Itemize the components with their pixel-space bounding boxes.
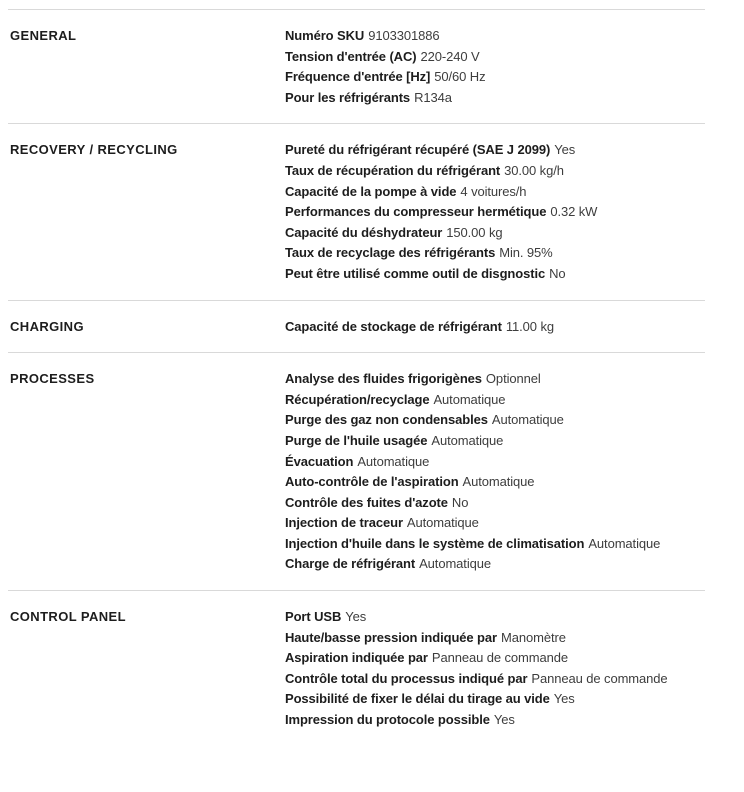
spec-label: Pureté du réfrigérant récupéré (SAE J 2099) [285, 142, 551, 158]
section-rows [285, 26, 705, 108]
spec-row [285, 88, 705, 109]
spec-value: Yes [554, 142, 576, 158]
spec-value: Panneau de commande [431, 650, 569, 666]
spec-row [285, 628, 705, 649]
spec-label: Port USB [285, 609, 342, 625]
section-rows [285, 317, 705, 338]
spec-label: Haute/basse pression indiquée par [285, 629, 497, 645]
spec-value: Yes [345, 609, 367, 625]
spec-value: Automatique [431, 432, 504, 448]
spec-row [285, 493, 705, 514]
section-title: CHARGING [10, 318, 84, 334]
spec-row [285, 607, 705, 628]
spec-value: Automatique [433, 391, 506, 407]
section-title: CONTROL PANEL [10, 609, 126, 625]
spec-row [285, 369, 705, 390]
spec-value: Optionnel [485, 371, 541, 387]
spec-label: Auto-contrôle de l'aspiration [285, 474, 459, 490]
spec-value: Panneau de commande [531, 670, 668, 686]
spec-label: Possibilité de fixer le délai du tirage au vide [285, 691, 550, 707]
spec-value: 0.32 kW [550, 204, 598, 220]
spec-label: Pour les réfrigérants [285, 89, 411, 105]
spec-section [8, 9, 705, 123]
spec-sheet [8, 9, 705, 746]
spec-section [8, 352, 705, 590]
spec-value: 30.00 kg/h [504, 162, 564, 178]
spec-label: Aspiration indiquée par [285, 650, 428, 666]
spec-row [285, 689, 705, 710]
spec-row [285, 243, 705, 264]
spec-row [285, 472, 705, 493]
spec-value: Min. 95% [499, 245, 553, 261]
spec-row [285, 161, 705, 182]
spec-row [285, 431, 705, 452]
spec-row [285, 67, 705, 88]
spec-label: Contrôle total du processus indiqué par [285, 670, 528, 686]
spec-value: Yes [493, 712, 515, 728]
spec-value: 4 voitures/h [460, 183, 527, 199]
spec-value: Automatique [406, 515, 479, 531]
spec-label: Évacuation [285, 453, 354, 469]
section-rows [285, 140, 705, 284]
spec-row [285, 513, 705, 534]
spec-value: Automatique [419, 556, 492, 572]
spec-row [285, 264, 705, 285]
spec-value: 9103301886 [368, 28, 440, 43]
spec-label: Capacité de la pompe à vide [285, 183, 457, 199]
spec-value: 150.00 kg [446, 224, 503, 240]
spec-label: Impression du protocole possible [285, 712, 490, 728]
spec-label: Injection d'huile dans le système de climatisation [285, 535, 585, 551]
spec-label: Numéro SKU [285, 28, 365, 43]
spec-row [285, 554, 705, 575]
spec-row [285, 648, 705, 669]
spec-label: Contrôle des fuites d'azote [285, 494, 448, 510]
spec-label: Taux de récupération du réfrigérant [285, 162, 501, 178]
spec-label: Capacité de stockage de réfrigérant [285, 318, 502, 334]
spec-value: Yes [553, 691, 575, 707]
spec-row [285, 140, 705, 161]
spec-value: Manomètre [501, 629, 566, 645]
spec-row [285, 534, 705, 555]
spec-value: No [451, 494, 469, 510]
spec-value: Automatique [588, 535, 661, 551]
section-rows [285, 607, 705, 731]
spec-label: Taux de recyclage des réfrigérants [285, 245, 496, 261]
spec-label: Purge de l'huile usagée [285, 432, 428, 448]
spec-label: Fréquence d'entrée [Hz] [285, 69, 431, 85]
section-rows [285, 369, 705, 575]
spec-value: 220-240 V [420, 48, 480, 64]
spec-row [285, 202, 705, 223]
spec-row [285, 669, 705, 690]
spec-row [285, 26, 705, 47]
spec-value: No [549, 265, 566, 281]
spec-label: Capacité du déshydrateur [285, 224, 443, 240]
spec-row [285, 410, 705, 431]
spec-value: Automatique [462, 474, 535, 490]
spec-label: Peut être utilisé comme outil de disgnostic [285, 265, 546, 281]
spec-label: Injection de traceur [285, 515, 403, 531]
spec-value: 50/60 Hz [434, 69, 486, 85]
spec-value: 11.00 kg [505, 318, 554, 334]
section-title: GENERAL [10, 28, 77, 43]
spec-row [285, 390, 705, 411]
spec-label: Analyse des fluides frigorigènes [285, 371, 482, 387]
spec-row [285, 47, 705, 68]
spec-row [285, 710, 705, 731]
spec-label: Récupération/recyclage [285, 391, 430, 407]
section-title: RECOVERY / RECYCLING [10, 142, 178, 158]
spec-value: Automatique [491, 412, 564, 428]
spec-row [285, 452, 705, 473]
spec-row [285, 317, 705, 338]
spec-value: Automatique [357, 453, 430, 469]
spec-section [8, 590, 705, 746]
spec-section [8, 300, 705, 353]
spec-label: Tension d'entrée (AC) [285, 48, 417, 64]
section-title: PROCESSES [10, 371, 95, 387]
spec-label: Purge des gaz non condensables [285, 412, 488, 428]
spec-row [285, 223, 705, 244]
spec-label: Performances du compresseur hermétique [285, 204, 547, 220]
spec-label: Charge de réfrigérant [285, 556, 416, 572]
spec-row [285, 182, 705, 203]
spec-section [8, 123, 705, 299]
spec-value: R134a [414, 89, 452, 105]
